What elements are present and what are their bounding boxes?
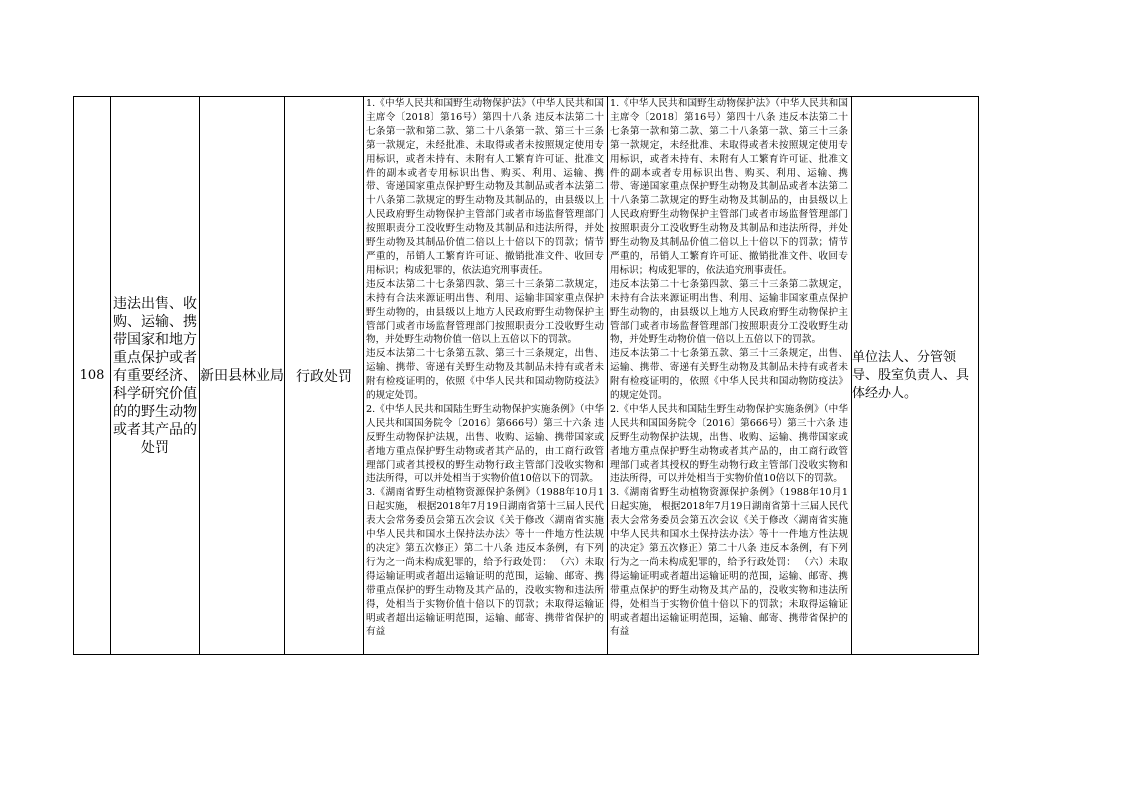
responsible-persons: 单位法人、分管领导、股室负责人、具体经办人。	[852, 97, 979, 655]
legal-basis-cell-1	[364, 97, 608, 655]
basis-paragraph: 1.《中华人民共和国野生动物保护法》（中华人民共和国主席令〔2018〕第16号）第四十八条 违反本法第二十七条第一款和第二款、第二十八条第一款、第三十三条第一款规定，未经批准、未取得或者未按照规定使用专用标识，或者未持有、未附有人工繁育许可证、批准文件的副本或者专用标识出售、购买、利用、运输、携带、寄递国家重点保护野生动物及其制品或者本法第二十八条第二款规定的野生动物及其制品的，由县级以上人民政府野生动物保护主管部门或者市场监督管理部门按照职责分工没收野生动物及其制品和违法所得，并处野生动物及其制品价值二倍以上十倍以下的罚款；情节严重的，吊销人工繁育许可证、撤销批准文件、收回专用标识；构成犯罪的，依法追究刑事责任。	[366, 98, 604, 276]
row-number: 108	[74, 97, 111, 655]
basis-paragraph: 1.《中华人民共和国野生动物保护法》（中华人民共和国主席令〔2018〕第16号）第四十八条 违反本法第二十七条第一款和第二款、第二十八条第一款、第三十三条第一款规定，未经批准、未取得或者未按照规定使用专用标识，或者未持有、未附有人工繁育许可证、批准文件的副本或者专用标识出售、购买、利用、运输、携带、寄递国家重点保护野生动物及其制品或者本法第二十八条第二款规定的野生动物及其制品的，由县级以上人民政府野生动物保护主管部门或者市场监督管理部门按照职责分工没收野生动物及其制品和违法所得，并处野生动物及其制品价值二倍以上十倍以下的罚款；情节严重的，吊销人工繁育许可证、撤销批准文件、收回专用标识；构成犯罪的，依法追究刑事责任。	[610, 98, 848, 276]
legal-basis-text-2	[610, 97, 848, 654]
basis-paragraph: 违反本法第二十七条第四款、第三十三条第二款规定，未持有合法来源证明出售、利用、运输非国家重点保护野生动物的，由县级以上地方人民政府野生动物保护主管部门或者市场监督管理部门按照职责分工没收野生动物，并处野生动物价值一倍以上五倍以下的罚款。	[366, 278, 604, 346]
basis-paragraph: 违反本法第二十七条第五款、第三十三条规定，出售、运输、携带、寄递有关野生动物及其制品未持有或者未附有检疫证明的，依照《中华人民共和国动物防疫法》的规定处罚。	[366, 348, 604, 402]
basis-paragraph: 3.《湖南省野生动植物资源保护条例》（1988年10月1日起实施， 根据2018年7月19日湖南省第十三届人民代表大会常务委员会第五次会议《关于修改〈湖南省实施中华人民共和国水土保持法办法〉等十一件地方性法规的决定》第五次修正）第二十八条 违反本条例，有下列行为之一尚未构成犯罪的，给予行政处罚： （六）未取得运输证明或者超出运输证明的范围，运输、邮寄、携带重点保护的野生动物及其产品的，没收实物和违法所得，处相当于实物价值十倍以下的罚款；未取得运输证明或者超出运输证明范围，运输、邮寄、携带省保护的有益	[366, 487, 604, 638]
legal-basis-cell-2	[608, 97, 852, 655]
basis-paragraph: 违反本法第二十七条第五款、第三十三条规定，出售、运输、携带、寄递有关野生动物及其制品未持有或者未附有检疫证明的，依照《中华人民共和国动物防疫法》的规定处罚。	[610, 348, 848, 402]
basis-paragraph: 2.《中华人民共和国陆生野生动物保护实施条例》（中华人民共和国国务院令〔2016〕第666号）第三十六条 违反野生动物保护法规，出售、收购、运输、携带国家或者地方重点保护野生动物或者其产品的，由工商行政管理部门或者其授权的野生动物行政主管部门没收实物和违法所得，可以并处相当于实物价值10倍以下的罚款。	[366, 403, 604, 485]
action-type: 行政处罚	[285, 97, 364, 655]
basis-paragraph: 2.《中华人民共和国陆生野生动物保护实施条例》（中华人民共和国国务院令〔2016〕第666号）第三十六条 违反野生动物保护法规，出售、收购、运输、携带国家或者地方重点保护野生动物或者其产品的，由工商行政管理部门或者其授权的野生动物行政主管部门没收实物和违法所得，可以并处相当于实物价值10倍以下的罚款。	[610, 403, 848, 485]
item-name: 违法出售、收购、运输、携带国家和地方重点保护或者有重要经济、科学研究价值的的野生动物或者其产品的处罚	[111, 97, 200, 655]
basis-paragraph: 3.《湖南省野生动植物资源保护条例》（1988年10月1日起实施， 根据2018年7月19日湖南省第十三届人民代表大会常务委员会第五次会议《关于修改〈湖南省实施中华人民共和国水土保持法办法〉等十一件地方性法规的决定》第五次修正）第二十八条 违反本条例，有下列行为之一尚未构成犯罪的，给予行政处罚： （六）未取得运输证明或者超出运输证明的范围，运输、邮寄、携带重点保护的野生动物及其产品的，没收实物和违法所得，处相当于实物价值十倍以下的罚款；未取得运输证明或者超出运输证明范围，运输、邮寄、携带省保护的有益	[610, 487, 848, 638]
legal-basis-text-1	[366, 97, 604, 654]
department: 新田县林业局	[200, 97, 285, 655]
table-row	[74, 97, 979, 655]
penalty-table	[73, 96, 979, 655]
basis-paragraph: 违反本法第二十七条第四款、第三十三条第二款规定，未持有合法来源证明出售、利用、运输非国家重点保护野生动物的，由县级以上地方人民政府野生动物保护主管部门或者市场监督管理部门按照职责分工没收野生动物，并处野生动物价值一倍以上五倍以下的罚款。	[610, 278, 848, 346]
